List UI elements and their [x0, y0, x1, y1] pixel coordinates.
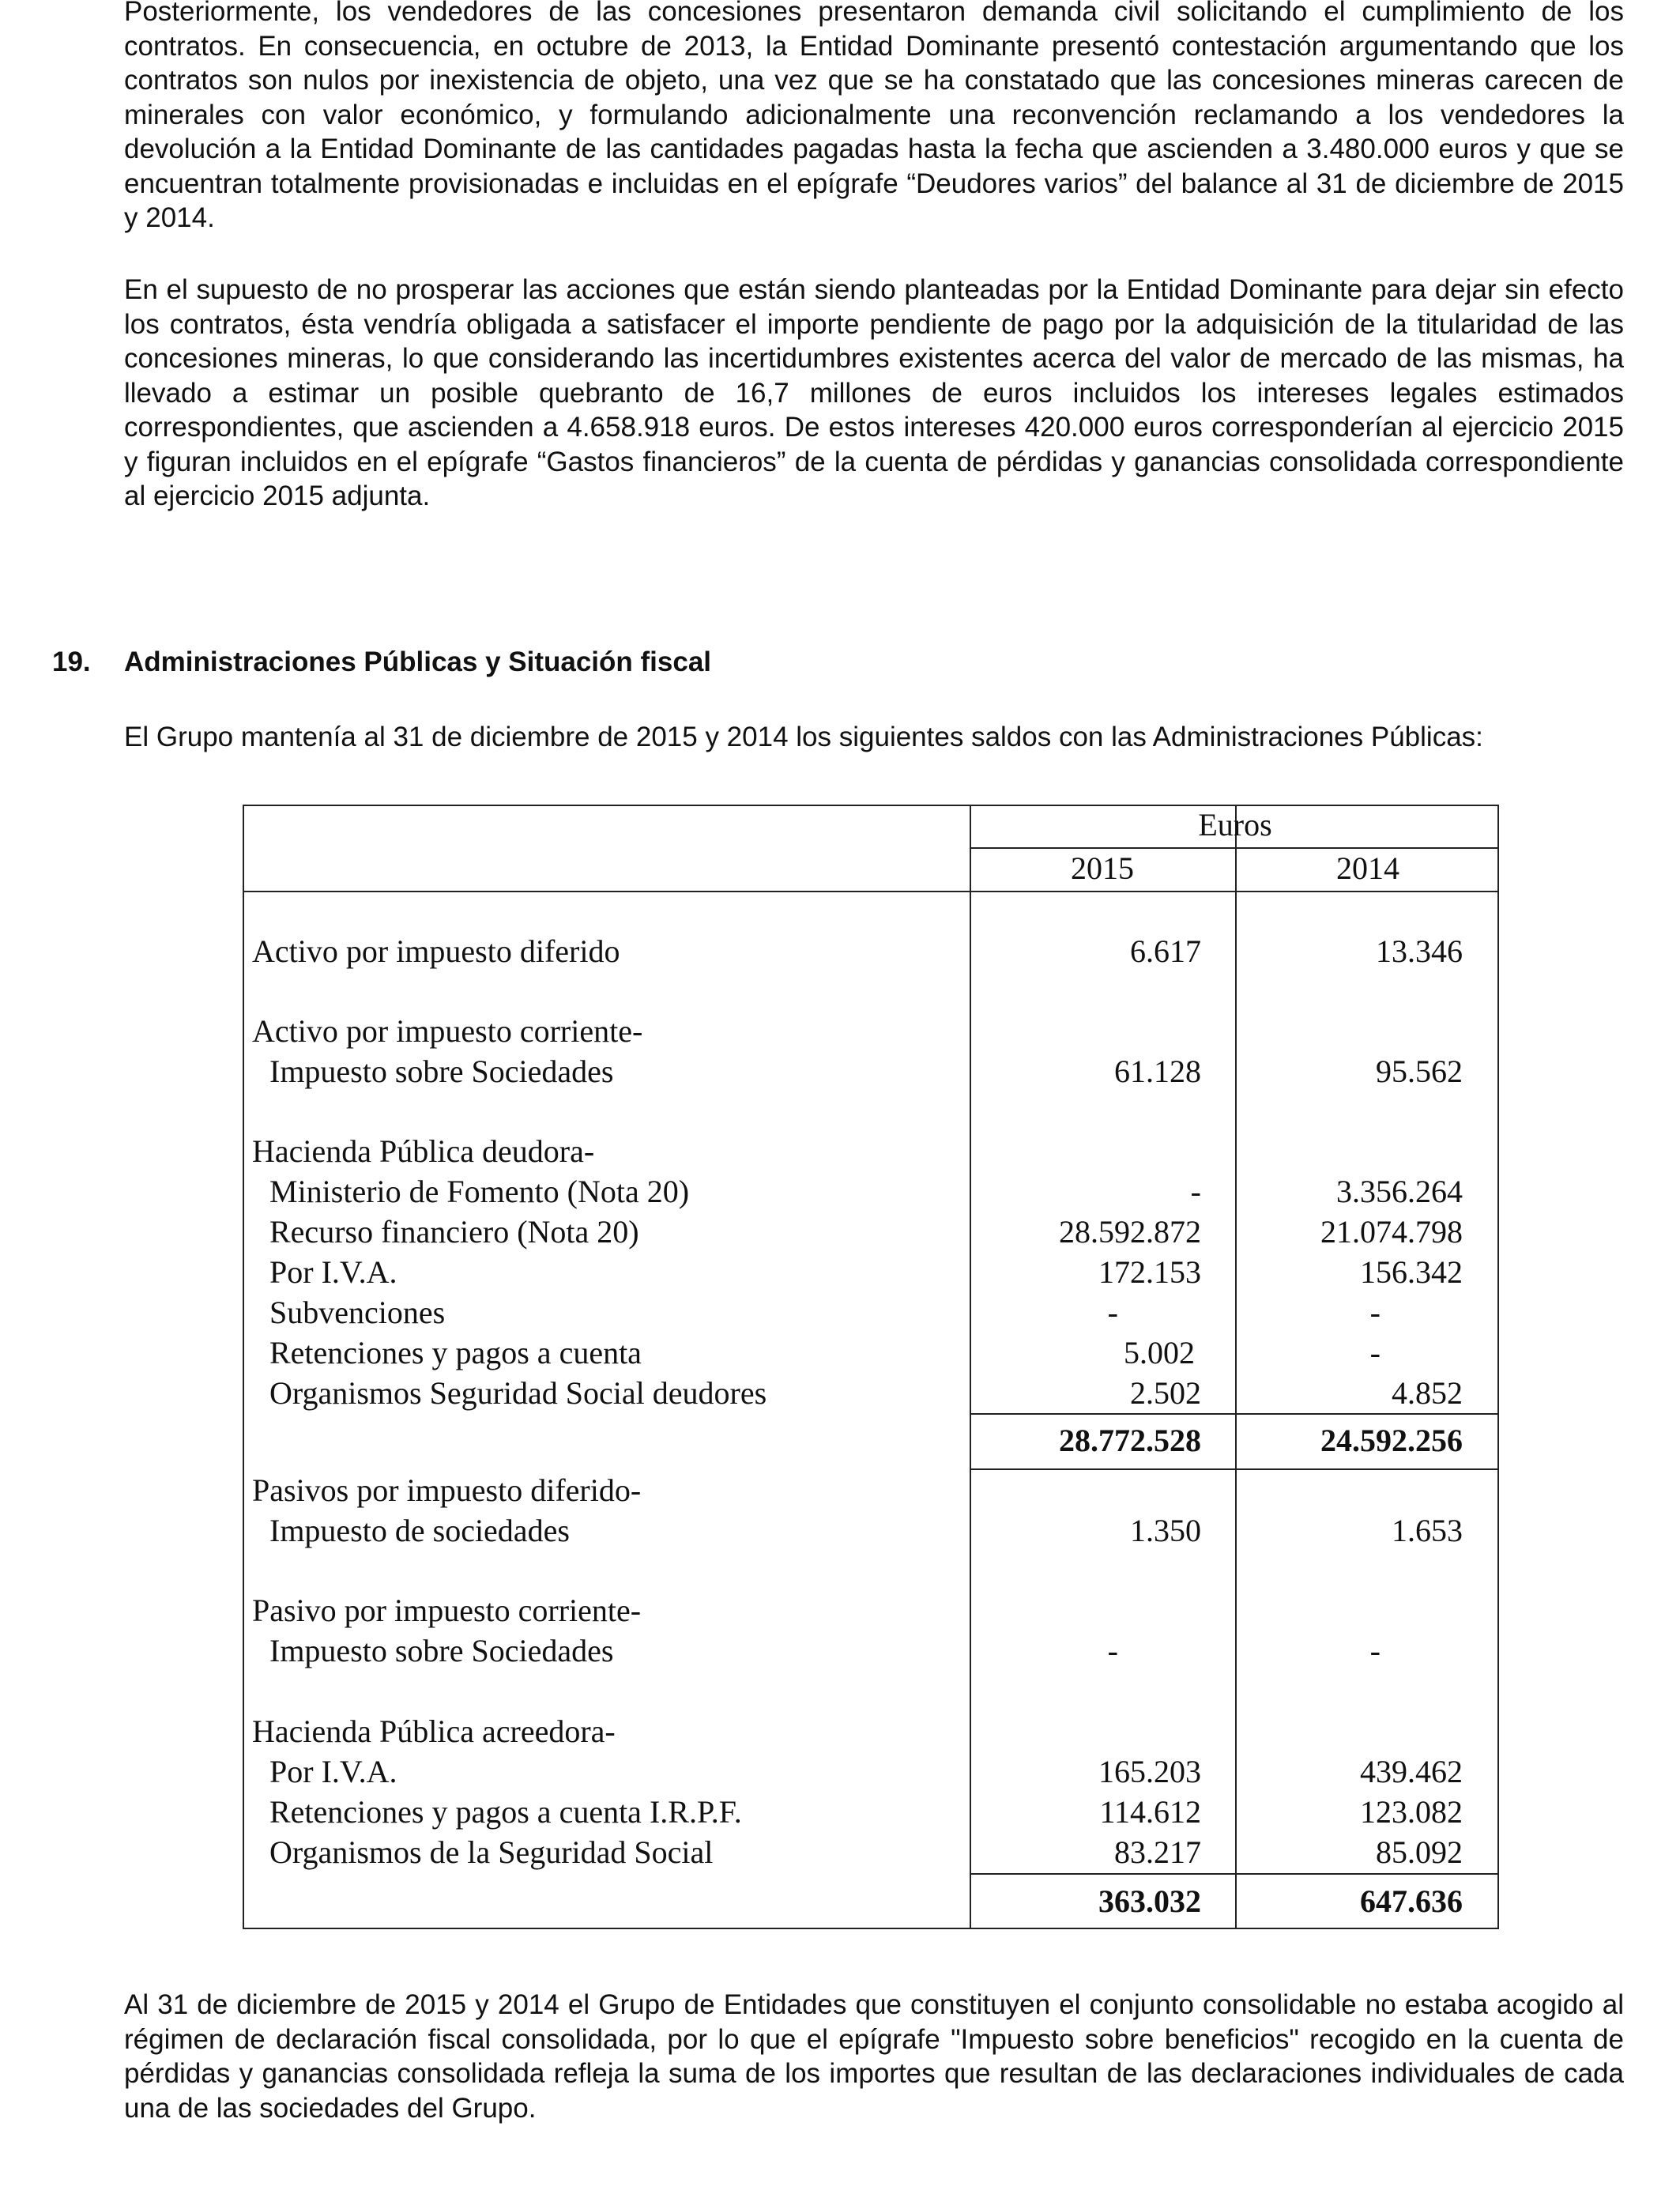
value-2015: 6.617 [1130, 933, 1201, 969]
value-2014: 21.074.798 [1320, 1214, 1463, 1250]
row-label: Impuesto de sociedades [269, 1513, 570, 1548]
row-group-label: Hacienda Pública deudora- [252, 1133, 595, 1169]
value-2015: 2.502 [1130, 1375, 1201, 1411]
row-group-label: Pasivos por impuesto diferido- [252, 1472, 642, 1508]
row-label: Organismos Seguridad Social deudores [269, 1375, 767, 1411]
row-label: Activo por impuesto diferido [252, 933, 620, 969]
row-group-label: Hacienda Pública acreedora- [252, 1713, 616, 1749]
total-rule [970, 1873, 1497, 1875]
value-2014: 156.342 [1360, 1254, 1463, 1290]
currency-header: Euros [1198, 807, 1272, 843]
value-2015: - [1107, 1633, 1118, 1668]
value-2015: - [1190, 1174, 1201, 1209]
row-label: Por I.V.A. [269, 1254, 397, 1290]
value-2015: 83.217 [1114, 1834, 1201, 1870]
total-2015: 363.032 [1098, 1883, 1201, 1919]
value-2014: - [1369, 1295, 1381, 1330]
row-label: Organismos de la Seguridad Social [269, 1834, 714, 1870]
row-label: Recurso financiero (Nota 20) [269, 1214, 639, 1250]
row-label: Impuesto sobre Sociedades [269, 1054, 614, 1089]
row-group-label: Activo por impuesto corriente- [252, 1013, 643, 1049]
year-2015-header: 2015 [1071, 850, 1134, 886]
value-2014: 123.082 [1360, 1794, 1463, 1830]
paragraph-intro-table: El Grupo mantenía al 31 de diciembre de 2015 y 2014 los siguientes saldos con las Administraciones Públicas: [124, 722, 1483, 752]
value-2014: 1.653 [1392, 1513, 1463, 1548]
value-2014: 439.462 [1360, 1754, 1463, 1789]
row-label: Por I.V.A. [269, 1754, 397, 1789]
value-2015: 165.203 [1098, 1754, 1201, 1789]
value-2014: 85.092 [1376, 1834, 1463, 1870]
subtotal-rule [970, 1413, 1497, 1415]
value-2015: 1.350 [1130, 1513, 1201, 1548]
value-2014: 3.356.264 [1336, 1174, 1463, 1209]
paragraph-declaracion-fiscal: Al 31 de diciembre de 2015 y 2014 el Grupo de Entidades que constituyen el conjunto consolidable no estaba acogido al régimen de declaración fiscal consolidada, por lo que el epígrafe "Impuesto sobre beneficios" recogido en la cuenta de pérdidas y ganancias consolidada refleja la suma de los importes que resultan de las declaraciones individuales de cada una de las sociedades del Grupo. [124, 1989, 1624, 2124]
section-number: 19. [52, 647, 91, 677]
row-label: Subvenciones [269, 1295, 446, 1330]
row-label: Retenciones y pagos a cuenta [269, 1335, 642, 1370]
header-rule [244, 891, 1497, 892]
year-2014-header: 2014 [1336, 850, 1399, 886]
subtotal-2015: 28.772.528 [1059, 1423, 1201, 1458]
value-2014: - [1369, 1633, 1381, 1668]
value-2015: 28.592.872 [1059, 1214, 1201, 1250]
subtotal-rule [970, 1468, 1497, 1470]
row-group-label: Pasivo por impuesto corriente- [252, 1593, 642, 1628]
section-title: Administraciones Públicas y Situación fiscal [124, 647, 712, 677]
value-2014: - [1369, 1335, 1381, 1370]
total-2014: 647.636 [1360, 1883, 1463, 1919]
value-2014: 13.346 [1376, 933, 1463, 969]
value-2015: 114.612 [1099, 1794, 1201, 1830]
paragraph-quebranto: En el supuesto de no prosperar las acciones que están siendo planteadas por la Entidad Dominante para dejar sin efecto los contratos, ésta vendría obligada a satisfacer el importe pendiente de pago por la adquisición de la titularidad de las concesiones mineras, lo que considerando las incertidumbres existentes acerca del valor de mercado de las mismas, ha llevado a estimar un posible quebranto de 16,7 millones de euros incluidos los intereses legales estimados correspondientes, que ascienden a 4.658.918 euros. De estos intereses 420.000 euros corresponderían al ejercicio 2015 y figuran incluidos en el epígrafe “Gastos financieros” de la cuenta de pérdidas y ganancias consolidada correspondiente al ejercicio 2015 adjunta. [124, 274, 1624, 511]
row-label: Ministerio de Fomento (Nota 20) [269, 1174, 690, 1209]
value-2014: 4.852 [1392, 1375, 1463, 1411]
value-2015: 172.153 [1098, 1254, 1201, 1290]
row-label: Impuesto sobre Sociedades [269, 1633, 614, 1668]
value-2014: 95.562 [1376, 1054, 1463, 1089]
row-label: Retenciones y pagos a cuenta I.R.P.F. [269, 1794, 742, 1830]
subtotal-2014: 24.592.256 [1320, 1423, 1463, 1458]
value-2015: 61.128 [1114, 1054, 1201, 1089]
section-heading [52, 647, 711, 678]
value-2015: 5.002 [1124, 1335, 1195, 1370]
value-2015: - [1107, 1295, 1118, 1330]
paragraph-demanda-civil: Posteriormente, los vendedores de las concesiones presentaron demanda civil solicitando el cumplimiento de los contratos. En consecuencia, en octubre de 2013, la Entidad Dominante presentó contestación argumentando que los contratos son nulos por inexistencia de objeto, una vez que se ha constatado que las concesiones mineras carecen de minerales con valor económico, y formulando adicionalmente una reconvención reclamando a los vendedores la devolución a la Entidad Dominante de las cantidades pagadas hasta la fecha que ascienden a 3.480.000 euros y que se encuentran totalmente provisionadas e incluidas en el epígrafe “Deudores varios” del balance al 31 de diciembre de 2015 y 2014. [124, 0, 1624, 233]
tax-balances-table [243, 805, 1499, 1929]
